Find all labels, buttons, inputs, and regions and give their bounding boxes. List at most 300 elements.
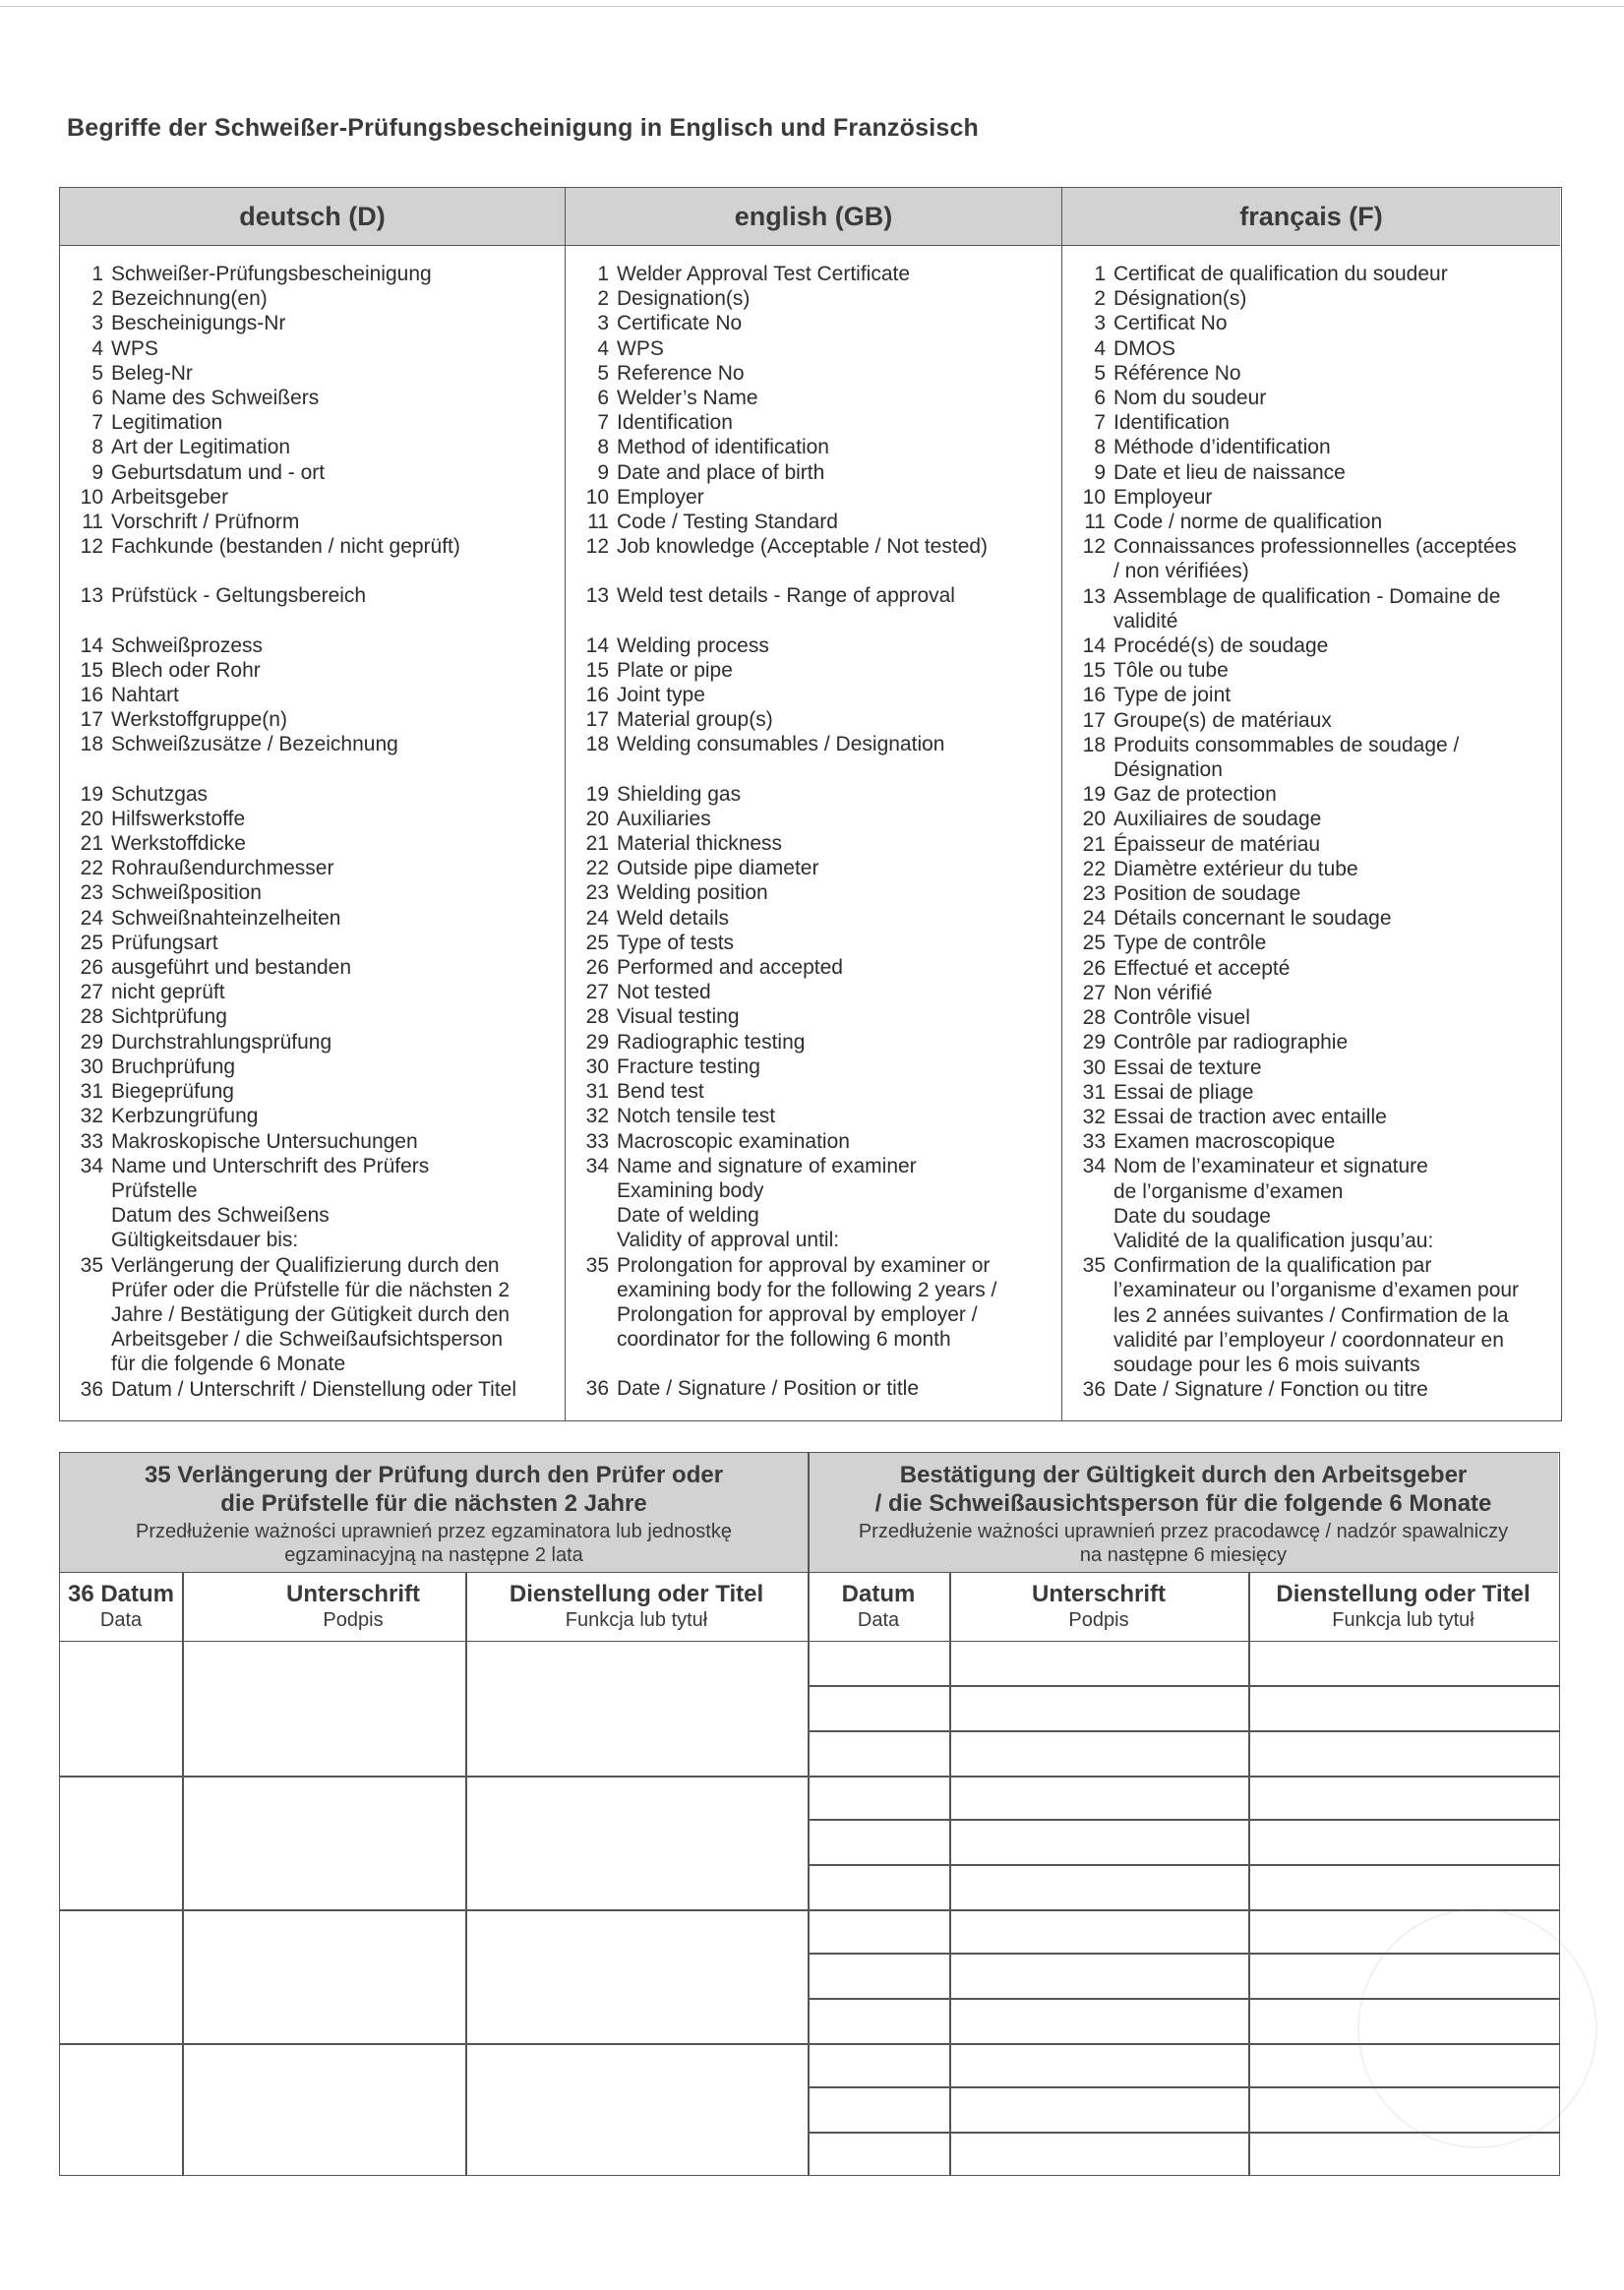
term-text: Confirmation de la qualification par l’examinateur ou l’organisme d’examen pour les 2 années suivantes / Confirmation de la validité par l’employeur / coordonnateur en soudage pour les 6 mois suivants xyxy=(1113,1254,1520,1376)
term-text: Sichtprüfung xyxy=(111,1005,227,1029)
glossary-list-english xyxy=(566,246,1061,1402)
grid-line xyxy=(60,2043,808,2045)
grid-line xyxy=(182,1573,184,2175)
grid-line xyxy=(808,1819,1559,1821)
glossary-term xyxy=(60,955,565,980)
term-number: 35 xyxy=(585,1253,609,1277)
glossary-term xyxy=(1062,510,1560,534)
grid-line xyxy=(808,1730,1559,1732)
glossary-term xyxy=(1062,361,1560,386)
term-number: 21 xyxy=(1082,832,1106,856)
column-sublabel: Podpis xyxy=(1068,1609,1129,1631)
column-label: Dienstellung oder Titel xyxy=(1276,1581,1531,1607)
term-number: 11 xyxy=(1084,511,1106,534)
term-text: Arbeitsgeber xyxy=(111,485,229,509)
term-number: 8 xyxy=(597,436,609,459)
glossary-term xyxy=(566,980,1061,1004)
term-number: 30 xyxy=(80,1055,103,1078)
term-text: Date and place of birth xyxy=(617,460,825,484)
glossary-term xyxy=(566,658,1061,683)
glossary-term xyxy=(566,831,1061,856)
term-text: Material thickness xyxy=(617,832,783,856)
page-title: Begriffe der Schweißer-Prüfungsbescheinigung in Englisch und Französisch xyxy=(67,114,980,142)
term-text: Durchstrahlungsprüfung xyxy=(111,1030,332,1054)
term-text: Identification xyxy=(1113,411,1230,435)
term-number: 36 xyxy=(585,1377,609,1401)
term-number: 31 xyxy=(1082,1080,1106,1104)
glossary-term xyxy=(566,1376,1061,1401)
term-text: Method of identification xyxy=(617,436,829,459)
glossary-term xyxy=(1062,311,1560,335)
term-text: Name and signature of examiner Examining body Date of welding Validity of approval until: xyxy=(617,1154,917,1252)
term-text: Référence No xyxy=(1113,361,1241,385)
term-number: 2 xyxy=(1094,287,1106,311)
term-text: Code / norme de qualification xyxy=(1113,511,1383,534)
column-label: 36 Datum xyxy=(67,1581,175,1607)
term-number: 2 xyxy=(597,287,609,311)
term-number: 34 xyxy=(585,1154,609,1177)
term-number: 26 xyxy=(1082,956,1106,980)
term-number: 33 xyxy=(585,1129,609,1153)
prolongation-table xyxy=(59,1452,1560,2176)
term-text: Type de joint xyxy=(1113,684,1232,707)
term-text: Fracture testing xyxy=(617,1055,760,1078)
term-number: 14 xyxy=(585,633,609,657)
glossary-term xyxy=(1062,386,1560,410)
glossary-list-french xyxy=(1062,246,1560,1402)
term-text: Bruchprüfung xyxy=(111,1055,236,1078)
column-header-english: english (GB) xyxy=(566,188,1061,246)
term-number: 31 xyxy=(585,1080,609,1104)
glossary-term xyxy=(1062,485,1560,510)
grid-line xyxy=(808,1453,810,2175)
term-text: Bend test xyxy=(617,1080,704,1104)
glossary-term xyxy=(1062,633,1560,658)
prolongation-employer-title: Bestätigung der Gültigkeit durch den Arbeitsgeber / die Schweißausichtsperson für die folgende 6 Monate xyxy=(874,1462,1492,1517)
glossary-term xyxy=(60,534,565,559)
term-number: 4 xyxy=(597,336,609,360)
glossary-term xyxy=(566,1004,1061,1029)
column-header-french: français (F) xyxy=(1062,188,1560,246)
term-text: DMOS xyxy=(1113,336,1175,360)
term-text: Outside pipe diameter xyxy=(617,857,819,880)
glossary-term xyxy=(566,583,1061,608)
glossary-term xyxy=(1062,807,1560,831)
term-number: 21 xyxy=(585,832,609,856)
prolongation-examiner-title: 35 Verlängerung der Prüfung durch den Prüfer oder die Prüfstelle für die nächsten 2 Jahre xyxy=(144,1462,724,1517)
term-number: 5 xyxy=(597,361,609,385)
term-number: 30 xyxy=(1082,1055,1106,1079)
term-text: Essai de texture xyxy=(1113,1055,1262,1079)
glossary-term xyxy=(60,831,565,856)
glossary-term xyxy=(60,1253,565,1377)
page-top-edge xyxy=(0,6,1624,7)
term-text: Certificate No xyxy=(617,312,743,335)
term-number: 23 xyxy=(1082,882,1106,906)
term-text: Hilfswerkstoffe xyxy=(111,807,246,830)
glossary-term xyxy=(1062,336,1560,361)
term-number: 19 xyxy=(80,782,103,806)
term-text: nicht geprüft xyxy=(111,981,225,1004)
glossary-term xyxy=(60,807,565,831)
term-text: Essai de traction avec entaille xyxy=(1113,1105,1387,1128)
glossary-term xyxy=(1062,782,1560,807)
column-label: Datum xyxy=(841,1581,916,1607)
column-header-position-examiner xyxy=(465,1573,808,1642)
glossary-term xyxy=(60,460,565,485)
term-number: 1 xyxy=(91,263,103,285)
term-text: Shielding gas xyxy=(617,782,742,806)
term-number: 29 xyxy=(80,1030,103,1054)
term-number: 9 xyxy=(91,460,103,484)
column-sublabel: Data xyxy=(99,1609,143,1631)
list-spacer xyxy=(60,559,565,583)
term-text: Verlängerung der Qualifizierung durch den Prüfer oder die Prüfstelle für die nächsten 2 Jahre / Bestätigung der Gütigkeit durch den Arbeitsgeber / die Schweißaufsichtsperson für die folgende 6 Monate xyxy=(111,1253,511,1376)
column-label: Unterschrift xyxy=(1031,1581,1167,1607)
term-number: 17 xyxy=(1082,708,1106,732)
term-text: Type of tests xyxy=(617,931,735,954)
glossary-term xyxy=(1062,708,1560,733)
term-text: Certificat No xyxy=(1113,312,1228,335)
term-text: Auxiliaires de soudage xyxy=(1113,808,1322,831)
grid-line xyxy=(465,1573,467,2175)
term-number: 24 xyxy=(585,906,609,930)
glossary-term xyxy=(60,336,565,361)
term-number: 25 xyxy=(80,931,103,954)
prolongation-examiner-subtitle: Przedłużenie ważności uprawnień przez egzaminatora lub jednostkę egzaminacyjną na następne 2 lata xyxy=(136,1521,732,1566)
term-number: 13 xyxy=(80,584,103,608)
term-text: Bescheinigungs-Nr xyxy=(111,312,286,335)
term-text: Désignation(s) xyxy=(1113,287,1247,311)
glossary-term xyxy=(60,1004,565,1029)
term-text: Épaisseur de matériau xyxy=(1113,832,1321,856)
term-number: 30 xyxy=(585,1055,609,1078)
glossary-term xyxy=(566,880,1061,905)
term-number: 14 xyxy=(1082,634,1106,658)
term-text: Prolongation for approval by examiner or examining body for the following 2 years / Prolongation for approval by employer / coordinator for the following 6 month xyxy=(617,1253,997,1352)
glossary-term xyxy=(60,1377,565,1402)
glossary-term xyxy=(566,410,1061,435)
term-text: Date / Signature / Fonction ou titre xyxy=(1113,1378,1428,1402)
glossary-term xyxy=(1062,1129,1560,1154)
term-number: 9 xyxy=(597,460,609,484)
term-number: 10 xyxy=(585,485,609,509)
glossary-term xyxy=(60,707,565,732)
term-text: Macroscopic examination xyxy=(617,1129,850,1153)
glossary-term xyxy=(60,856,565,880)
term-text: Essai de pliage xyxy=(1113,1080,1254,1104)
term-number: 5 xyxy=(1094,361,1106,385)
term-number: 32 xyxy=(1082,1105,1106,1128)
term-text: Détails concernant le soudage xyxy=(1113,907,1392,931)
term-text: Weld details xyxy=(617,906,730,930)
glossary-term xyxy=(1062,584,1560,633)
glossary-term xyxy=(1062,956,1560,981)
term-text: Blech oder Rohr xyxy=(111,658,261,682)
term-number: 20 xyxy=(585,807,609,830)
glossary-term xyxy=(1062,1030,1560,1055)
glossary-term xyxy=(566,955,1061,980)
glossary-term xyxy=(1062,410,1560,435)
grid-line xyxy=(60,1776,808,1778)
glossary-term xyxy=(1062,1154,1560,1253)
term-text: Datum / Unterschrift / Dienstellung oder Titel xyxy=(111,1377,517,1401)
term-number: 17 xyxy=(585,708,609,732)
glossary-term xyxy=(60,1129,565,1154)
glossary-term xyxy=(60,435,565,459)
grid-line xyxy=(949,1573,951,2175)
glossary-term xyxy=(60,1030,565,1055)
column-header-position-employer xyxy=(1248,1573,1558,1642)
column-header-german: deutsch (D) xyxy=(60,188,565,246)
term-number: 27 xyxy=(1082,981,1106,1004)
column-header-date-employer xyxy=(808,1573,949,1642)
term-number: 33 xyxy=(80,1129,103,1153)
term-number: 36 xyxy=(1082,1378,1106,1402)
term-number: 18 xyxy=(1082,733,1106,756)
glossary-term xyxy=(566,1079,1061,1104)
glossary-term xyxy=(566,707,1061,732)
list-spacer xyxy=(566,757,1061,782)
glossary-term xyxy=(1062,683,1560,707)
glossary-term xyxy=(1062,1253,1560,1377)
term-text: Kerbzungrüfung xyxy=(111,1105,259,1128)
column-sublabel: Funkcja lub tytuł xyxy=(1332,1609,1474,1631)
term-number: 28 xyxy=(585,1005,609,1029)
term-number: 31 xyxy=(80,1080,103,1104)
grid-line xyxy=(808,1776,1559,1778)
term-number: 16 xyxy=(585,684,609,707)
term-text: Vorschrift / Prüfnorm xyxy=(111,511,300,534)
term-text: Welder Approval Test Certificate xyxy=(617,263,911,285)
glossary-term xyxy=(566,931,1061,955)
term-number: 34 xyxy=(1082,1155,1106,1178)
glossary-term xyxy=(566,1030,1061,1055)
glossary-term xyxy=(60,1104,565,1128)
term-text: Gaz de protection xyxy=(1113,783,1277,807)
column-sublabel: Funkcja lub tytuł xyxy=(565,1609,708,1631)
column-sublabel: Podpis xyxy=(323,1609,384,1631)
glossary-term xyxy=(1062,435,1560,459)
glossary-term xyxy=(1062,1080,1560,1105)
term-number: 19 xyxy=(1082,783,1106,807)
term-text: Welding process xyxy=(617,633,769,657)
glossary-term xyxy=(60,633,565,658)
term-text: Auxiliaries xyxy=(617,807,711,830)
glossary-term xyxy=(566,782,1061,807)
term-text: Effectué et accepté xyxy=(1113,956,1291,980)
glossary-term xyxy=(566,633,1061,658)
term-number: 15 xyxy=(585,658,609,682)
term-number: 18 xyxy=(80,733,103,756)
term-text: Contrôle visuel xyxy=(1113,1006,1250,1030)
term-number: 7 xyxy=(1094,411,1106,435)
term-number: 8 xyxy=(91,436,103,459)
glossary-term xyxy=(60,1154,565,1253)
glossary-term xyxy=(60,683,565,707)
glossary-term xyxy=(60,658,565,683)
term-number: 1 xyxy=(1094,263,1106,285)
term-number: 12 xyxy=(585,535,609,559)
grid-line xyxy=(808,1909,1559,1911)
term-text: Assemblage de qualification - Domaine de validité xyxy=(1113,584,1501,633)
term-text: Werkstoffdicke xyxy=(111,832,246,856)
glossary-term xyxy=(566,361,1061,386)
term-text: Certificat de qualification du soudeur xyxy=(1113,263,1448,285)
term-text: WPS xyxy=(617,336,664,360)
glossary-term xyxy=(60,1079,565,1104)
term-number: 27 xyxy=(80,981,103,1004)
term-number: 11 xyxy=(82,511,103,534)
term-text: Joint type xyxy=(617,684,705,707)
glossary-term xyxy=(566,856,1061,880)
column-header-date-examiner xyxy=(60,1573,182,1642)
term-text: Employeur xyxy=(1113,485,1213,509)
term-text: Rohraußendurchmesser xyxy=(111,857,334,880)
term-text: Type de contrôle xyxy=(1113,932,1267,955)
term-text: Visual testing xyxy=(617,1005,740,1029)
glossary-term xyxy=(1062,906,1560,931)
term-number: 7 xyxy=(597,411,609,435)
glossary-term xyxy=(1062,658,1560,683)
term-text: Diamètre extérieur du tube xyxy=(1113,857,1358,880)
term-number: 10 xyxy=(80,485,103,509)
term-number: 23 xyxy=(80,881,103,905)
term-text: Produits consommables de soudage / Désignation xyxy=(1113,733,1460,782)
term-number: 3 xyxy=(597,312,609,335)
glossary-term xyxy=(566,435,1061,459)
prolongation-employer-subtitle: Przedłużenie ważności uprawnień przez pracodawcę / nadzór spawalniczy na następne 6 miesięcy xyxy=(858,1521,1509,1566)
glossary-term xyxy=(60,262,565,286)
term-number: 5 xyxy=(91,361,103,385)
glossary-term xyxy=(60,583,565,608)
glossary-term xyxy=(566,906,1061,931)
term-number: 16 xyxy=(1082,684,1106,707)
term-number: 3 xyxy=(91,312,103,335)
term-text: Schutzgas xyxy=(111,782,209,806)
term-text: Welder’s Name xyxy=(617,387,758,410)
term-text: Position de soudage xyxy=(1113,882,1301,906)
glossary-term xyxy=(1062,832,1560,857)
grid-line xyxy=(1248,1573,1250,2175)
term-number: 23 xyxy=(585,881,609,905)
term-text: Schweißer-Prüfungsbescheinigung xyxy=(111,263,432,285)
term-text: Art der Legitimation xyxy=(111,436,291,459)
glossary-term xyxy=(566,1154,1061,1253)
term-number: 26 xyxy=(80,956,103,980)
glossary-term xyxy=(60,980,565,1004)
list-spacer xyxy=(566,1352,1061,1376)
glossary-term xyxy=(566,485,1061,510)
term-text: Prüfstück - Geltungsbereich xyxy=(111,584,367,608)
glossary-term xyxy=(1062,534,1560,583)
term-text: Werkstoffgruppe(n) xyxy=(111,708,287,732)
term-text: Geburtsdatum und - ort xyxy=(111,460,326,484)
term-number: 20 xyxy=(80,807,103,830)
term-number: 8 xyxy=(1094,436,1106,459)
term-number: 7 xyxy=(91,411,103,435)
term-text: Date et lieu de naissance xyxy=(1113,460,1346,484)
glossary-term xyxy=(1062,460,1560,485)
glossary-term xyxy=(60,782,565,807)
glossary-list-german xyxy=(60,246,565,1402)
term-number: 12 xyxy=(80,535,103,559)
term-number: 13 xyxy=(585,584,609,608)
term-number: 15 xyxy=(1082,659,1106,683)
term-number: 6 xyxy=(91,387,103,410)
term-number: 25 xyxy=(585,931,609,954)
glossary-column-german xyxy=(60,188,565,1420)
term-number: 28 xyxy=(1082,1006,1106,1030)
glossary-term xyxy=(566,311,1061,335)
term-number: 33 xyxy=(1082,1130,1106,1154)
list-spacer xyxy=(60,609,565,633)
term-number: 19 xyxy=(585,782,609,806)
term-number: 22 xyxy=(585,857,609,880)
glossary-term xyxy=(566,286,1061,311)
term-text: Not tested xyxy=(617,981,711,1004)
glossary-column-english xyxy=(565,188,1061,1420)
term-number: 27 xyxy=(585,981,609,1004)
term-text: Nom de l’examinateur et signature de l’organisme d’examen Date du soudage Validité de la qualification jusqu’au: xyxy=(1113,1155,1434,1252)
term-text: Schweißposition xyxy=(111,881,262,905)
term-number: 4 xyxy=(91,336,103,360)
term-text: Nom du soudeur xyxy=(1113,387,1267,410)
glossary-term xyxy=(1062,1055,1560,1080)
term-text: WPS xyxy=(111,336,158,360)
term-text: Schweißzusätze / Bezeichnung xyxy=(111,733,398,756)
grid-line xyxy=(60,1909,808,1911)
glossary-term xyxy=(60,906,565,931)
glossary-table xyxy=(59,187,1562,1421)
glossary-term xyxy=(566,1055,1061,1079)
term-text: Job knowledge (Acceptable / Not tested) xyxy=(617,535,989,559)
glossary-term xyxy=(60,410,565,435)
glossary-term xyxy=(60,286,565,311)
term-number: 36 xyxy=(80,1377,103,1401)
term-text: Material group(s) xyxy=(617,708,773,732)
list-spacer xyxy=(566,609,1061,633)
term-text: Prüfungsart xyxy=(111,931,218,954)
glossary-term xyxy=(566,336,1061,361)
list-spacer xyxy=(60,757,565,782)
term-text: Name des Schweißers xyxy=(111,387,320,410)
term-text: Nahtart xyxy=(111,684,179,707)
term-number: 11 xyxy=(587,511,609,534)
term-text: Performed and accepted xyxy=(617,956,843,980)
term-text: Name und Unterschrift des Prüfers Prüfstelle Datum des Schweißens Gültigkeitsdauer bis: xyxy=(111,1154,430,1252)
glossary-term xyxy=(1062,981,1560,1005)
grid-line xyxy=(808,1685,1559,1687)
term-text: Tôle ou tube xyxy=(1113,659,1229,683)
term-text: Examen macroscopique xyxy=(1113,1130,1336,1154)
glossary-term xyxy=(566,1129,1061,1154)
term-text: Procédé(s) de soudage xyxy=(1113,634,1329,658)
glossary-term xyxy=(566,732,1061,756)
glossary-term xyxy=(1062,733,1560,782)
glossary-term xyxy=(566,386,1061,410)
glossary-term xyxy=(60,732,565,756)
glossary-term xyxy=(566,1104,1061,1128)
term-text: Radiographic testing xyxy=(617,1030,806,1054)
glossary-term xyxy=(1062,1105,1560,1129)
term-text: Welding consumables / Designation xyxy=(617,733,945,756)
glossary-term xyxy=(60,1055,565,1079)
term-text: Designation(s) xyxy=(617,287,751,311)
term-number: 2 xyxy=(91,287,103,311)
glossary-term xyxy=(60,880,565,905)
glossary-column-french xyxy=(1061,188,1560,1420)
